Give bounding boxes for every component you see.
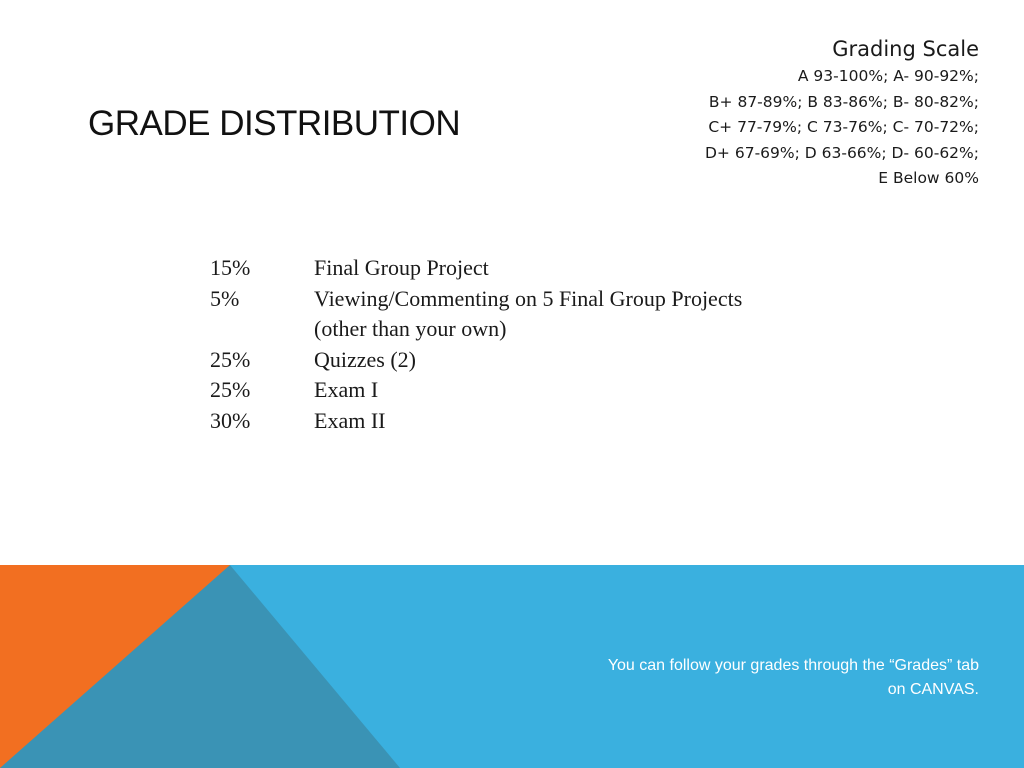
distribution-percent: 25% [210,377,251,402]
distribution-percent: 30% [210,407,251,433]
grade-distribution-list [210,253,742,436]
distribution-item: Viewing/Commenting on 5 Final Group Projects [314,285,743,311]
distribution-item: Quizzes (2) [314,346,417,372]
slide-title: GRADE DISTRIBUTION [88,104,461,143]
distribution-item: (other than your own) [314,316,507,341]
distribution-percent: 5% [210,285,240,311]
grading-scale-line: B+ 87-89%; B 83-86%; B- 80-82%; [708,92,979,111]
grading-scale-heading: Grading Scale [832,37,979,61]
footer-note-line: on CANVAS. [887,681,979,698]
grading-scale-line: C+ 77-79%; C 73-76%; C- 70-72%; [708,118,979,136]
distribution-row [210,314,742,345]
distribution-row [210,345,742,376]
grading-scale-line: D+ 67-69%; D 63-66%; D- 60-62%; [705,143,979,162]
distribution-percent [210,314,314,345]
distribution-percent: 15% [210,255,251,280]
distribution-item: Exam I [314,377,379,402]
footer-note-line: You can follow your grades through the “Grades” tab [607,657,979,674]
distribution-row [210,406,742,437]
grading-scale [619,34,979,192]
distribution-item: Final Group Project [314,255,489,280]
grading-scale-line: A 93-100%; A- 90-92%; [797,67,979,85]
distribution-row [210,253,742,284]
distribution-row [210,375,742,406]
distribution-row [210,284,742,315]
distribution-percent: 25% [210,346,251,372]
distribution-item: Exam II [314,407,386,433]
grading-scale-line: E Below 60% [878,169,979,187]
footer-note [509,654,979,702]
